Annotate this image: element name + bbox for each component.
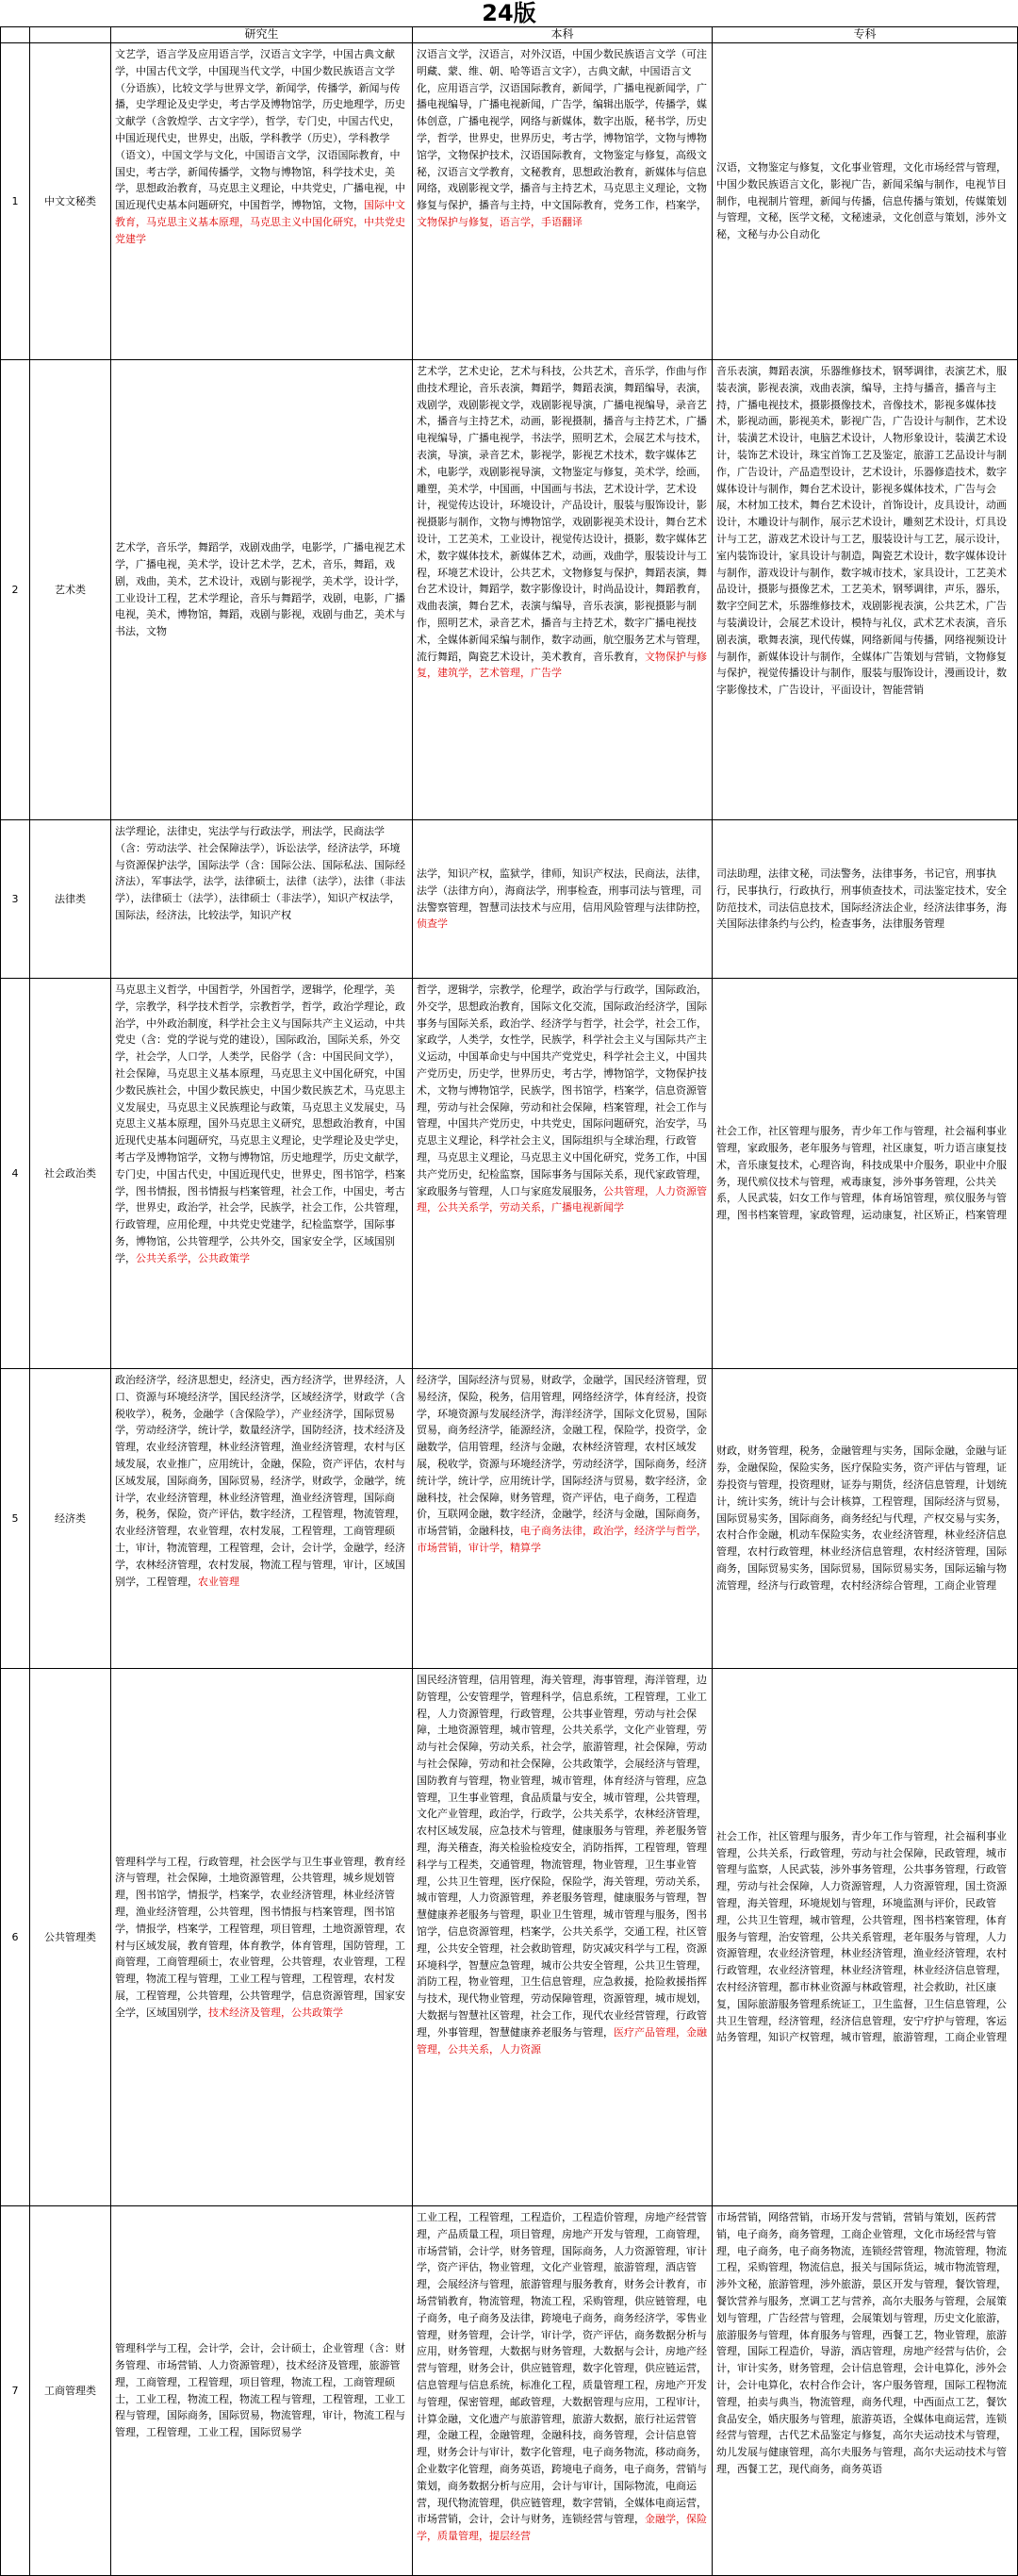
undergrad-majors: 经济学，国际经济与贸易，财政学，金融学，国民经济管理，贸易经济，保险，税务，信用管理，网络经济学，体育经济，投资学，环境资源与发展经济学，海洋经济学，国际文化贸易，国际贸易，商务经济学，能源经济，金融工程，保险学，投资学，金融数学，信用管理，经济与金融，农林经济管理，农村区域发展，税收学，资源与环境经济学，劳动经济学，国际商务，经济统计学，统计学，应用统计学，国际经济与贸易，数字经济，金融科技，社会保障，财务管理，资产评估，电子商务，工程造价，互联网金融，数字经济，金融学，经济与金融，国际商务，市场营销，金融科技，电子商务法律，政治学，经济学与哲学，市场营销，审计学，精算学: [413, 1369, 713, 1668]
undergrad-majors: 国民经济管理，信用管理，海关管理，海事管理，海洋管理，边防管理，公安管理学，管理科学，信息系统，工程管理，工业工程，人力资源管理，行政管理，公共事业管理，劳动与社会保障，土地资源管理，城市管理，公共关系学，文化产业管理，劳动与社会保障，劳动关系，社会学，旅游管理，社会保障，劳动与社会保障，劳动和社会保障，公共政策学，会展经济与管理，国防教育与管理，物业管理，城市管理，体育经济与管理，应急管理，卫生事业管理，食品质量与安全，城市管理，公共管理，文化产业管理，政治学，行政学，公共关系学，农林经济管理，农村区域发展，应急技术与管理，健康服务与管理，养老服务管理，海关稽查，海关检验检疫安全，消防指挥，工程管理，管理科学与工程类，交通管理，物流管理，物业管理，卫生事业管理，公共卫生管理，医疗保险，保险学，海关管理，劳动关系，城市管理，人力资源管理，养老服务管理，健康服务与管理，智慧健康养老服务与管理，职业卫生管理，城市管理与服务，图书馆学，信息资源管理，档案学，公共关系学，交通工程，社区管理，公共安全管理，社会救助管理，防灾减灾科学与工程，资源环境科学，智慧应急管理，城市公共安全管理，公共卫生管理，消防工程，物业管理，卫生信息管理，应急救援，抢险救援指挥与技术，现代物业管理，劳动保障管理，资源管理，城市规划，大数据与智慧社区管理，社会工作，现代农业经营管理，行政管理，外事管理，智慧健康养老服务与管理，医疗产品管理，金融管理，公共关系，人力资源: [413, 1669, 713, 2205]
header-undergrad: 本科: [413, 27, 713, 42]
row-category: 工商管理类: [30, 2206, 111, 2575]
associate-majors: 财政，财务管理，税务，金融管理与实务，国际金融，金融与证券，金融保险，保险实务，医疗保险实务，资产评估与管理，证券投资与管理，投资理财，证券与期货，经济信息管理，计划统计，统计实务，统计与会计核算，工程管理，国际经济与贸易，国际贸易实务，国际商务，商务经纪与代理，产权交易与实务，农村合作金融，机动车保险实务，农业经济管理，林业经济信息管理，农村行政管理，林业经济信息管理，农村经济管理，国际商务，国际贸易实务，国际贸易，国际贸易实务，国际运输与物流管理，经济与行政管理，农村经济综合管理，工商企业管理: [713, 1369, 1018, 1668]
row-category: 社会政治类: [30, 979, 111, 1368]
table-row: [0, 820, 1018, 979]
row-num: 7: [0, 2206, 30, 2575]
table-row: [0, 360, 1018, 820]
table-row: [0, 2206, 1018, 2576]
graduate-majors: 艺术学，音乐学，舞蹈学，戏剧戏曲学，电影学，广播电视艺术学，广播电视，美术学，设计艺术学，艺术，音乐，舞蹈，戏剧，戏曲，美术，艺术设计，戏剧与影视学，美术学，设计学，工业设计工程，艺术学理论，音乐与舞蹈学，戏剧，电影，广播电视，美术，博物馆，舞蹈，戏剧与影视，戏剧与曲艺，美术与书法，文物: [111, 360, 413, 819]
row-num: 3: [0, 820, 30, 978]
header-category: [30, 27, 111, 42]
row-num: 2: [0, 360, 30, 819]
page-title: 24版: [482, 0, 536, 26]
row-num: 1: [0, 43, 30, 359]
table-row: [0, 1669, 1018, 2206]
row-num: 5: [0, 1369, 30, 1668]
row-category: 艺术类: [30, 360, 111, 819]
undergrad-highlight: 金融学，保险学，质量管理，提层经营: [417, 2513, 707, 2543]
graduate-majors: 法学理论，法律史，宪法学与行政法学，刑法学，民商法学（含：劳动法学、社会保障法学），诉讼法学，经济法学，环境与资源保护法学，国际法学（含：国际公法、国际私法、国际经济法），军事法学，法学，法律硕士，法律（法学），法律（非法学），法律硕士（法学），法律硕士（非法学），知识产权法学，国际法，经济法，比较法学，知识产权: [111, 820, 413, 978]
table-header-row: [0, 26, 1018, 43]
undergrad-highlight: 电子商务法律，政治学，经济学与哲学，市场营销，审计学，精算学: [417, 1525, 707, 1554]
row-category: 中文文秘类: [30, 43, 111, 359]
graduate-highlight: 技术经济及管理，公共政策学: [208, 2006, 343, 2019]
row-category: 公共管理类: [30, 1669, 111, 2205]
associate-majors: 汉语，文物鉴定与修复，文化事业管理，文化市场经营与管理，中国少数民族语言文化，影视广告，新闻采编与制作，电视节目制作，电视制片管理，新闻与传播，信息传播与策划，传媒策划与管理，文秘，医学文秘，文秘速录，文化创意与策划，涉外文秘，文秘与办公自动化: [713, 43, 1018, 359]
graduate-majors: 文艺学，语言学及应用语言学，汉语言文字学，中国古典文献学，中国古代文学，中国现当代文学，中国少数民族语言文学（分语族），比较文学与世界文学，新闻学，传播学，新闻与传播，史学理论及史学史，考古学及博物馆学，历史地理学，历史文献学（含敦煌学、古文字学），哲学，专门史，中国古代史，中国近现代史，世界史，出版，学科教学（历史），学科教学（语文），中国文学与文化，中国语言文学，汉语国际教育，中国史，考古学，新闻传播学，文物与博物馆，科学技术史，美学，思想政治教育，马克思主义理论，中共党史，广播电视，中国近现代史基本问题研究，中国哲学，博物馆，文物，国际中文教育，马克思主义基本原理，马克思主义中国化研究，中共党史党建学: [111, 43, 413, 359]
associate-majors: 社会工作，社区管理与服务，青少年工作与管理，社会福利事业管理，公共关系，行政管理，劳动与社会保障，民政管理，城市管理与监察，人民武装，涉外事务管理，公共事务管理，行政管理，劳动与社会保障，人力资源管理，人力资源管理，国土资源管理，海关管理，环境规划与管理，环境监测与评价，民政管理，公共卫生管理，城市管理，公共管理，图书档案管理，体育服务与管理，治安管理，公共关系管理，老年服务与管理，人力资源管理，农业经济管理，林业经济管理，渔业经济管理，农村行政管理，农业经济管理，林业经济管理，林业经济信息管理，农村经济管理，都市林业资源与林政管理，社会救助，社区康复，国际旅游服务管理系统证工，卫生监督，卫生信息管理，公共卫生管理，经济管理，经济信息管理，安宁疗护与管理，客运站务管理，知识产权管理，城市管理，旅游管理，工商企业管理: [713, 1669, 1018, 2205]
graduate-majors: 管理科学与工程，会计学，会计，会计硕士，企业管理（含：财务管理、市场营销、人力资源管理），技术经济及管理，旅游管理，工商管理，工程管理，项目管理，物流工程，工商管理硕士，工业工程，物流工程，物流工程与管理，工程管理，工业工程与管理，国际商务，国际贸易，物流管理，审计，物流工程与管理，工程管理，工业工程，国际贸易学: [111, 2206, 413, 2575]
undergrad-highlight: 公共管理，人力资源管理，公共关系学，劳动关系，广播电视新闻学: [417, 1184, 707, 1214]
associate-majors: 音乐表演，舞蹈表演，乐器维修技术，钢琴调律，表演艺术，服装表演，影视表演，戏曲表演，编导，主持与播音，播音与主持，广播电视技术，摄影摄像技术，音像技术，影视多媒体技术，影视动画，影视美术，影视广告，广告设计与制作，艺术设计，装潢艺术设计，电脑艺术设计，人物形象设计，装潢艺术设计，装饰艺术设计，珠宝首饰工艺及鉴定，旅游工艺品设计与制作，广告设计，产品造型设计，艺术设计，乐器修造技术，数字媒体设计与制作，舞台艺术设计，影视多媒体技术，广告与会展，木材加工技术，舞台艺术设计，首饰设计，皮具设计，动画设计，木雕设计与制作，展示艺术设计，雕刻艺术设计，灯具设计与工艺，游戏艺术设计与工艺，服装设计与工艺，展示设计，室内装饰设计，家具设计与制造，陶瓷艺术设计，数字媒体设计与制作，游戏设计与制作，数字城市技术，家具设计，工艺美术品设计，摄影与摄像艺术，工艺美术，钢琴调律，声乐，器乐，数字空间艺术，乐器维修技术，戏剧影视表演，公共艺术，广告与装潢设计，会展艺术设计，模特与礼仪，武术艺术表演，音乐剧表演，歌舞表演，现代传媒，网络新闻与传播，网络视频设计与制作，新媒体设计与制作，全媒体广告策划与营销，文物修复与保护，视觉传播设计与制作，服装与服饰设计，漫画设计，数字影像技术，广告设计，平面设计，智能营销: [713, 360, 1018, 819]
table-row: [0, 1369, 1018, 1669]
major-catalog-table: [0, 26, 1018, 2576]
graduate-majors: 政治经济学，经济思想史，经济史，西方经济学，世界经济，人口、资源与环境经济学，国民经济学，区域经济学，财政学（含税收学），税务，金融学（含保险学），产业经济学，国际贸易学，劳动经济学，统计学，数量经济学，国防经济，技术经济及管理，农业经济管理，林业经济管理，渔业经济管理，农村与区域发展，农业推广，应用统计，金融，保险，资产评估，农村与区域发展，国际商务，国际贸易，经济学，财政学，金融学，统计学，农业经济管理，林业经济管理，渔业经济管理，国际商务，税务，保险，资产评估，数字经济，工程管理，物流管理，农业经济管理，农业管理，农村发展，工程管理，工商管理硕士，审计，物流管理，工程管理，会计，会计学，金融学，经济学，农林经济管理，农村发展，物流工程与管理，审计，区域国别学，工程管理，农业管理: [111, 1369, 413, 1668]
graduate-highlight: 公共关系学，公共政策学: [136, 1251, 250, 1264]
graduate-majors: 马克思主义哲学，中国哲学，外国哲学，逻辑学，伦理学，美学，宗教学，科学技术哲学，宗教哲学，哲学，政治学理论，政治学，中外政治制度，科学社会主义与国际共产主义运动，中共党史（含：党的学说与党的建设），国际政治，国际关系，外交学，社会学，人口学，人类学，民俗学（含：中国民间文学），社会保障，马克思主义基本原理，马克思主义中国化研究，中国少数民族社会，中国少数民族史，中国少数民族艺术，马克思主义发展史，马克思主义民族理论与政策，马克思主义发展史，马克思主义基本原理，国外马克思主义研究，思想政治教育，中国近现代史基本问题研究，马克思主义理论，史学理论及史学史，考古学及博物馆学，文物与博物馆，历史地理学，历史文献学，专门史，中国古代史，中国近现代史，世界史，图书馆学，档案学，图书情报，图书情报与档案管理，社会工作，中国史，考古学，世界史，政治学，社会学，民族学，社会工作，公共管理，行政管理，应用伦理，中共党史党建学，纪检监察学，国际事务，博物馆，公共管理学，公共外交，国家安全学，区域国别学，公共关系学，公共政策学: [111, 979, 413, 1368]
row-num: 4: [0, 979, 30, 1368]
graduate-majors: 管理科学与工程，行政管理，社会医学与卫生事业管理，教育经济与管理，社会保障，土地资源管理，公共管理，城乡规划管理，图书馆学，情报学，档案学，农业经济管理，林业经济管理，渔业经济管理，公共管理，图书情报与档案管理，图书馆学，情报学，档案学，工程管理，项目管理，土地资源管理，农村与区域发展，教育管理，体育教学，体育管理，国防管理，工商管理，工商管理硕士，农业管理，公共管理，农业管理，工程管理，物流工程与管理，工业工程与管理，工程管理，农村发展，工程管理，公共管理，公共管理学，信息资源管理，国家安全学，区域国别学，技术经济及管理，公共政策学: [111, 1669, 413, 2205]
undergrad-majors: 工业工程，工程管理，工程造价，工程造价管理，房地产经营管理，产品质量工程，项目管理，房地产开发与管理，工商管理，市场营销，会计学，财务管理，国际商务，人力资源管理，审计学，资产评估，物业管理，文化产业管理，旅游管理，酒店管理，会展经济与管理，旅游管理与服务教育，财务会计教育，市场营销教育，物流管理，物流工程，采购管理，供应链管理，电子商务，电子商务及法律，跨境电子商务，商务经济学，零售业管理，财务管理，会计学，审计学，资产评估，商务数据分析与应用，财务管理，大数据与财务管理，大数据与会计，房地产经营与管理，财务会计，供应链管理，数字化管理，供应链运营，信息管理与信息系统，标准化工程，质量管理工程，房地产开发与管理，保密管理，邮政管理，大数据管理与应用，工程审计，计算金融，文化遗产与旅游管理，旅游大数据，旅行社运营管理，金融工程，金融管理，金融科技，商务管理，会计信息管理，财务会计与审计，数字化管理，电子商务物流，移动商务，企业数字化管理，商务英语，跨境电子商务，电子商务，营销与策划，商务数据分析与应用，会计与审计，国际物流，电商运营，现代物流管理，供应链管理，数字营销，全媒体电商运营，市场营销，会计，会计与财务，连锁经营与管理，金融学，保险学，质量管理，提层经营: [413, 2206, 713, 2575]
graduate-highlight: 国际中文教育，马克思主义基本原理，马克思主义中国化研究，中共党史党建学: [115, 199, 405, 245]
row-num: 6: [0, 1669, 30, 2205]
associate-majors: 司法助理，法律文秘，司法警务，法律事务，书记官，刑事执行，民事执行，行政执行，刑事侦查技术，司法鉴定技术，安全防范技术，司法信息技术，国际经济法企业，经济法律事务，海关国际法律条约与公约，检查事务，法律服务管理: [713, 820, 1018, 978]
graduate-highlight: 农业管理: [198, 1575, 239, 1588]
row-category: 法律类: [30, 820, 111, 978]
undergrad-majors: 哲学，逻辑学，宗教学，伦理学，政治学与行政学，国际政治，外交学，思想政治教育，国际文化交流，国际政治经济学，国际事务与国际关系，政治学、经济学与哲学，社会学，社会工作，家政学，人类学，女性学，民族学，科学社会主义与国际共产主义运动，中国革命史与中国共产党党史，科学社会主义，中国共产党历史，历史学，世界历史，考古学，博物馆学，文物保护技术，文物与博物馆学，民族学，图书馆学，档案学，信息资源管理，劳动与社会保障，劳动和社会保障，档案管理，社会工作与管理，中国共产党历史，中共党史，国际问题研究，治安学，马克思主义理论，科学社会主义，国际组织与全球治理，行政管理，马克思主义理论，马克思主义中国化研究，党务工作，中国共产党历史，纪检监察，国际事务与国际关系，现代家政管理，家政服务与管理，人口与家庭发展服务，公共管理，人力资源管理，公共关系学，劳动关系，广播电视新闻学: [413, 979, 713, 1368]
row-category: 经济类: [30, 1369, 111, 1668]
undergrad-highlight: 文物保护与修复，建筑学，艺术管理，广告学: [417, 650, 707, 680]
table-row: [0, 979, 1018, 1369]
undergrad-majors: 汉语言文学，汉语言，对外汉语，中国少数民族语言文学（可注明藏、蒙、维、朝、哈等语言文字），古典文献，中国语言文化，应用语言学，汉语国际教育，新闻学，广播电视新闻学，广播电视编导，广播电视新闻，广告学，编辑出版学，传播学，媒体创意，广播电视学，网络与新媒体，数字出版，秘书学，历史学，哲学，世界史，世界历史，考古学，博物馆学，文物与博物馆学，文物保护技术，汉语国际教育，文物鉴定与修复，高级文秘，汉语言文学教育，文秘教育，思想政治教育，新媒体与信息网络，戏剧影视文学，播音与主持艺术，马克思主义理论，文物修复与保护，播音与主持，中文国际教育，党务工作，档案学，文物保护与修复，语言学，手语翻译: [413, 43, 713, 359]
undergrad-majors: 法学，知识产权，监狱学，律师，知识产权法，民商法，法律，法学（法律方向），海商法学，刑事检查，刑事司法与管理，司法警察管理，智慧司法技术与应用，信用风险管理与法律防控，侦查学: [413, 820, 713, 978]
undergrad-highlight: 文物保护与修复，语言学，手语翻译: [417, 215, 583, 228]
header-graduate: 研究生: [111, 27, 413, 42]
header-associate: 专科: [713, 27, 1018, 42]
header-num: [0, 27, 30, 42]
associate-majors: 市场营销，网络营销，市场开发与营销，营销与策划，医药营销，电子商务，商务管理，工商企业管理，文化市场经营与管理，电子商务，电子商务物流，连锁经营管理，物流管理，物流工程，采购管理，物流信息，报关与国际货运，城市物流管理，涉外文秘，旅游管理，涉外旅游，景区开发与管理，餐饮管理，餐饮营养与服务，烹调工艺与营养，高尔夫服务与管理，会展策划与管理，广告经营与管理，会展策划与管理，历史文化旅游，旅游服务与管理，体育服务与管理，西餐工艺，物业管理，旅游管理，国际工程造价，导游，酒店管理，房地产经营与估价，会计，审计实务，财务管理，会计信息管理，会计电算化，涉外会计，会计电算化，农村合作会计，客户服务管理，国际工程物流管理，拍卖与典当，物流管理，商务代理，中西面点工艺，餐饮食品安全，婚庆服务与管理，旅游英语，全媒体电商运营，连锁经营与管理，古代艺术品鉴定与修复，高尔夫运动技术与管理，幼儿发展与健康管理，高尔夫服务与管理，高尔夫运动技术与管理，西餐工艺，现代商务，商务英语: [713, 2206, 1018, 2575]
undergrad-majors: 艺术学，艺术史论，艺术与科技，公共艺术，音乐学，作曲与作曲技术理论，音乐表演，舞蹈学，舞蹈表演，舞蹈编导，表演，戏剧学，戏剧影视文学，戏剧影视导演，广播电视编导，录音艺术，播音与主持艺术，动画，影视摄制，播音与主持艺术，广播电视编导，广播电视学，书法学，照明艺术，会展艺术与技术，表演，导演，录音艺术，影视学，影视艺术技术，数字媒体艺术，电影学，戏剧影视导演，文物鉴定与修复，美术学，绘画，雕塑，美术学，中国画，中国画与书法，艺术设计学，艺术设计，视觉传达设计，环境设计，产品设计，服装与服饰设计，影视摄影与制作，文物与博物馆学，戏剧影视美术设计，舞台艺术设计，工艺美术，工业设计，视觉传达设计，摄影，数字媒体艺术，数字媒体技术，新媒体艺术，动画，戏曲学，服装设计与工程，环境艺术设计，公共艺术，文物修复与保护，舞蹈表演，舞台艺术设计，舞蹈学，数字影像设计，时尚品设计，舞蹈教育，戏曲表演，舞台艺术，表演与编导，音乐表演，影视摄影与制作，照明艺术，录音艺术，播音与主持艺术，数字广播电视技术，全媒体新闻采编与制作，数字动画，航空服务艺术与管理，流行舞蹈，陶瓷艺术设计，美术教育，音乐教育，文物保护与修复，建筑学，艺术管理，广告学: [413, 360, 713, 819]
undergrad-highlight: 侦查学: [417, 917, 448, 931]
table-row: [0, 43, 1018, 360]
undergrad-highlight: 医疗产品管理，金融管理，公共关系，人力资源: [417, 2025, 707, 2056]
associate-majors: 社会工作，社区管理与服务，青少年工作与管理，社会福利事业管理，家政服务，老年服务与管理，社区康复，听力语言康复技术，音乐康复技术，心理咨询，科技成果中介服务，职业中介服务，现代殡仪技术与管理，戒毒康复，涉外事务管理，公共关系，人民武装，妇女工作与管理，体育场馆管理，殡仪服务与管理，图书档案管理，家政管理，运动康复，社区矫正，档案管理: [713, 979, 1018, 1368]
